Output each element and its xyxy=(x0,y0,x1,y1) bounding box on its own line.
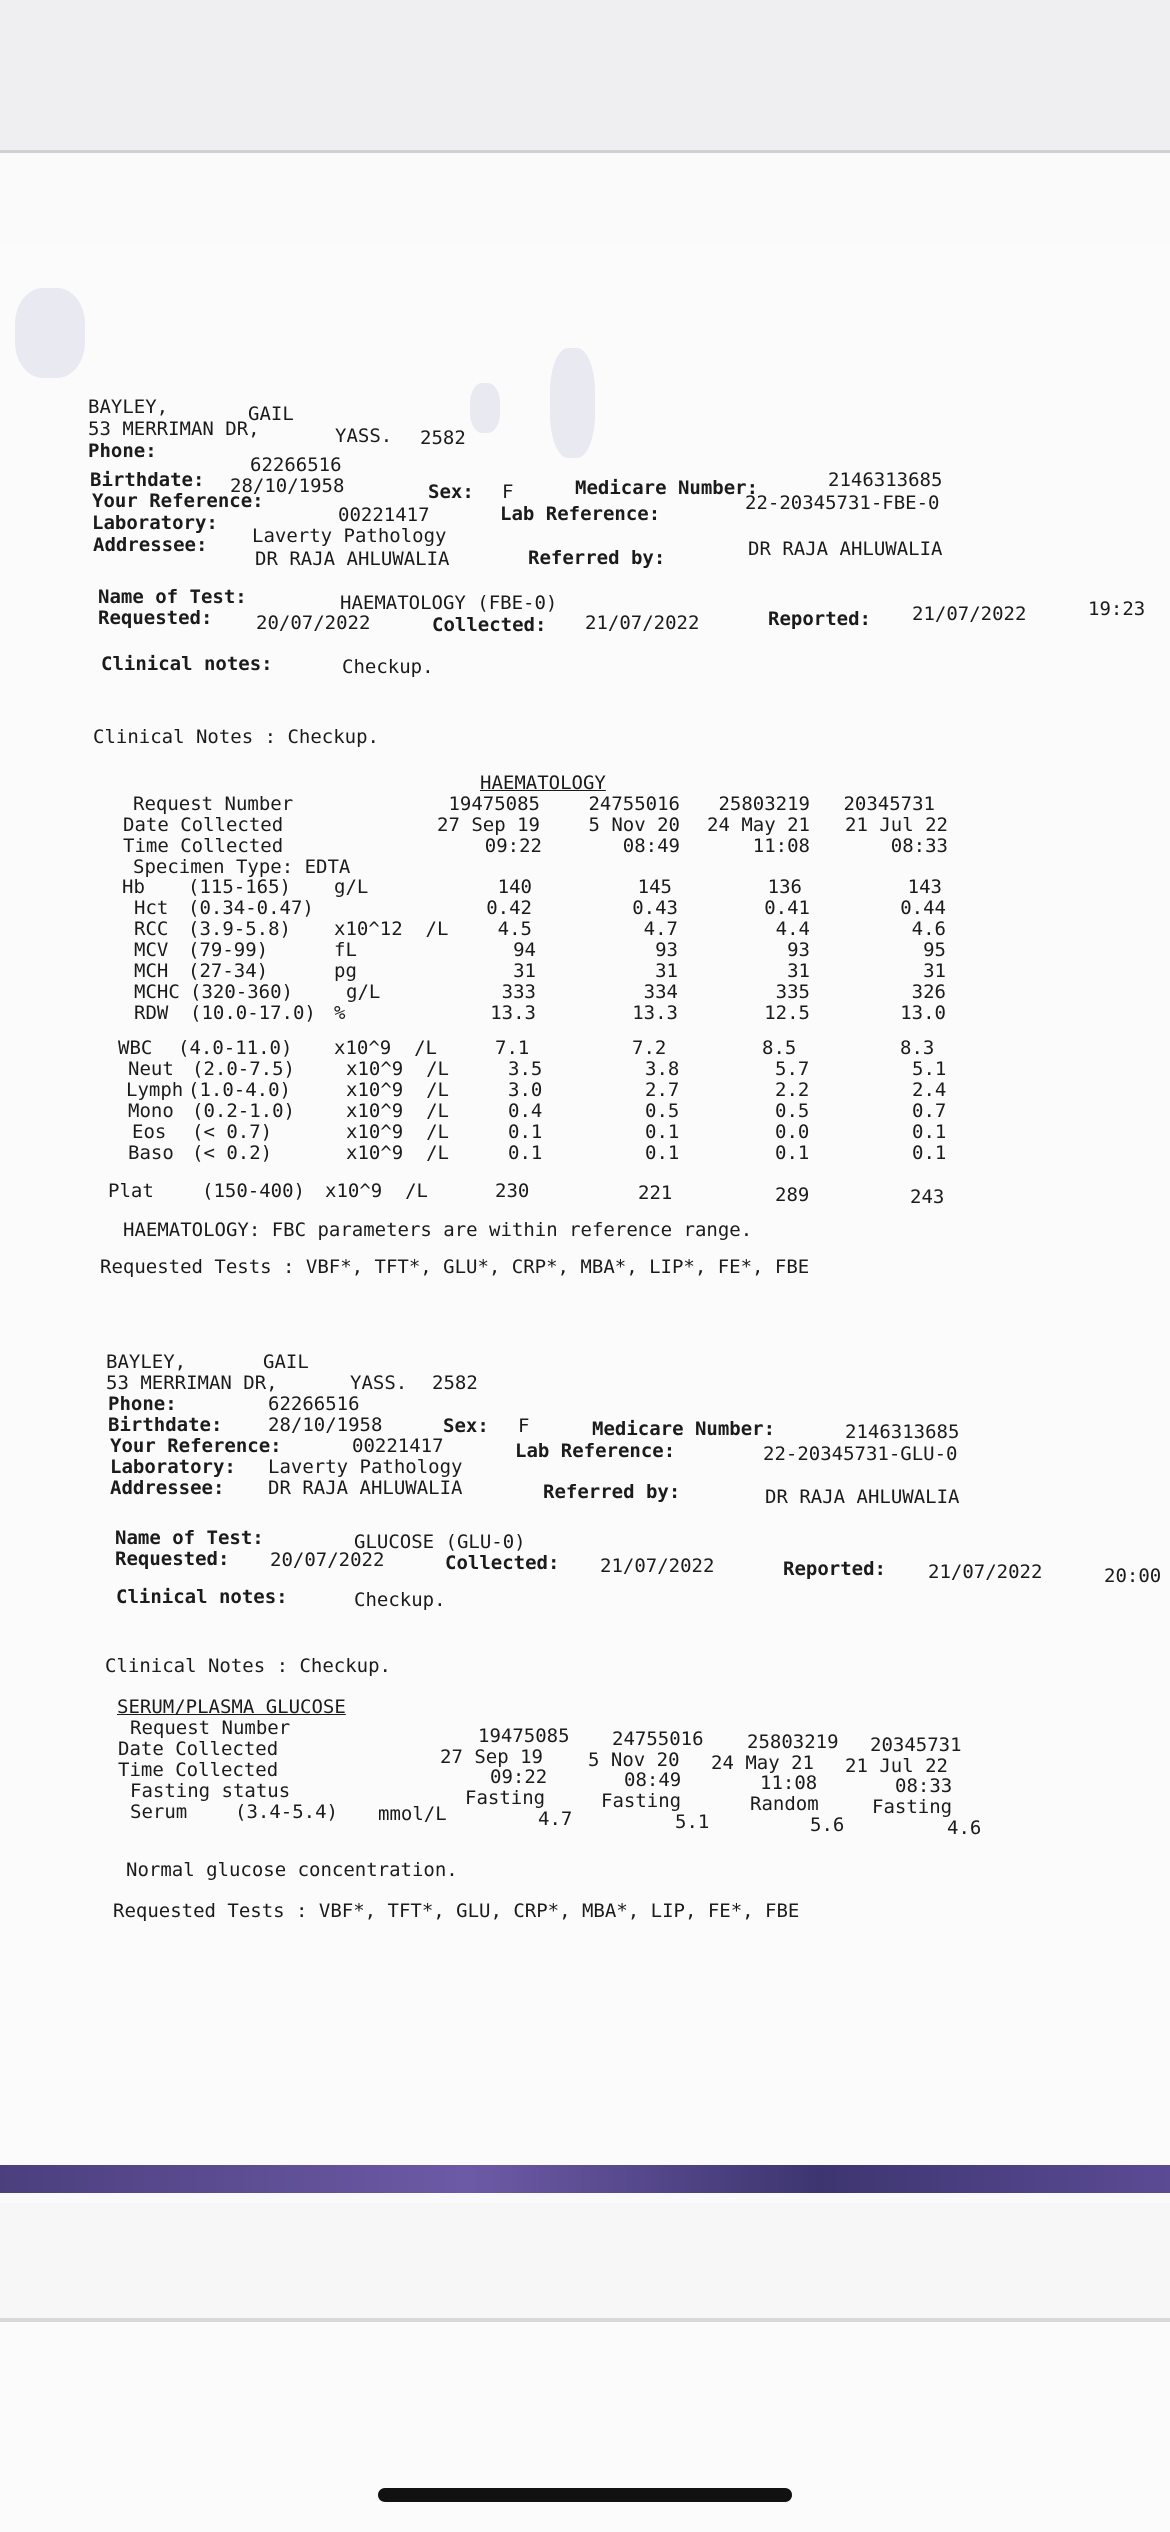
time-collected: 08:33 xyxy=(895,1775,953,1797)
analyte-unit: g/L xyxy=(346,981,381,1003)
clinical-notes-label: Clinical notes: xyxy=(116,1586,288,1608)
analyte-value: 4.6 xyxy=(911,918,946,940)
serum-value: 4.6 xyxy=(947,1817,982,1839)
lab-reference-value: 22-20345731-FBE-0 xyxy=(745,492,940,514)
analyte-value: 334 xyxy=(643,981,678,1003)
analyte-value: 13.3 xyxy=(490,1002,536,1024)
row-label-date-collected: Date Collected xyxy=(123,814,284,836)
analyte-value: 0.1 xyxy=(912,1142,947,1164)
analyte-value: 0.43 xyxy=(632,897,678,919)
referred-by-value: DR RAJA AHLUWALIA xyxy=(748,538,943,560)
analyte-value: 8.3 xyxy=(900,1037,935,1059)
analyte-range: (0.2-1.0) xyxy=(192,1100,295,1122)
reported-label: Reported: xyxy=(768,608,871,630)
phone-label: Phone: xyxy=(88,440,157,462)
analyte-name: RCC xyxy=(134,918,169,940)
analyte-value: 3.8 xyxy=(645,1058,680,1080)
analyte-unit: x10^9 /L xyxy=(346,1100,449,1122)
analyte-value: 0.41 xyxy=(764,897,810,919)
request-number: 25803219 xyxy=(718,793,810,815)
analyte-unit: x10^9 /L xyxy=(346,1142,449,1164)
address-town: YASS. xyxy=(350,1372,408,1394)
analyte-unit: g/L xyxy=(334,876,369,898)
analyte-name: RDW xyxy=(134,1002,169,1024)
analyte-range: (0.34-0.47) xyxy=(188,897,314,919)
analyte-value: 94 xyxy=(513,939,536,961)
clinical-notes-value: Checkup. xyxy=(354,1589,446,1611)
date-collected: 27 Sep 19 xyxy=(440,1746,543,1768)
analyte-value: 31 xyxy=(923,960,946,982)
analyte-value: 3.0 xyxy=(508,1079,543,1101)
birthdate-label: Birthdate: xyxy=(108,1414,223,1436)
row-label-fasting-status: Fasting status xyxy=(130,1780,291,1802)
laboratory-label: Laboratory: xyxy=(92,512,218,534)
paper-smudge xyxy=(15,288,85,378)
lab-reference-label: Lab Reference: xyxy=(500,503,661,525)
address-postcode: 2582 xyxy=(432,1372,478,1394)
referred-by-value: DR RAJA AHLUWALIA xyxy=(765,1486,960,1508)
sex-value: F xyxy=(502,481,514,503)
analyte-value: 3.5 xyxy=(508,1058,543,1080)
analyte-value: 0.1 xyxy=(645,1142,680,1164)
analyte-value: 143 xyxy=(907,876,942,898)
analyte-unit: x10^9 /L xyxy=(346,1058,449,1080)
requested-label: Requested: xyxy=(115,1548,230,1570)
date-collected: 24 May 21 xyxy=(707,814,810,836)
analyte-value: 93 xyxy=(787,939,810,961)
row-label-time-collected: Time Collected xyxy=(123,835,284,857)
reported-label: Reported: xyxy=(783,1558,886,1580)
serum-range: (3.4-5.4) xyxy=(235,1801,338,1823)
sex-label: Sex: xyxy=(443,1415,489,1437)
analyte-name: Lymph xyxy=(126,1079,184,1101)
test-name-value: GLUCOSE (GLU-0) xyxy=(354,1531,526,1553)
serum-name: Serum xyxy=(130,1801,188,1823)
paper-smudge xyxy=(470,383,500,433)
analyte-value: 333 xyxy=(501,981,536,1003)
analyte-name: Hct xyxy=(134,897,169,919)
analyte-name: Hb xyxy=(122,876,145,898)
request-number: 19475085 xyxy=(448,793,540,815)
analyte-value: 0.42 xyxy=(486,897,532,919)
time-collected: 08:49 xyxy=(622,835,680,857)
analyte-value: 0.7 xyxy=(912,1100,947,1122)
analyte-value: 145 xyxy=(637,876,672,898)
birthdate-value: 28/10/1958 xyxy=(230,475,345,497)
time-collected: 11:08 xyxy=(760,1772,818,1794)
addressee-label: Addressee: xyxy=(110,1477,225,1499)
sex-value: F xyxy=(518,1415,530,1437)
birthdate-label: Birthdate: xyxy=(90,469,205,491)
test-name-label: Name of Test: xyxy=(115,1527,264,1549)
section-title: HAEMATOLOGY xyxy=(480,772,606,794)
analyte-unit: x10^12 /L xyxy=(334,918,449,940)
analyte-unit: % xyxy=(334,1002,346,1024)
analyte-value: 0.5 xyxy=(775,1100,810,1122)
fasting-status: Fasting xyxy=(872,1796,953,1818)
analyte-value: 230 xyxy=(495,1180,530,1202)
analyte-value: 93 xyxy=(655,939,678,961)
glucose-comment: Normal glucose concentration. xyxy=(126,1859,458,1881)
request-number: 25803219 xyxy=(747,1731,839,1753)
your-reference-label: Your Reference: xyxy=(110,1435,282,1457)
analyte-value: 221 xyxy=(638,1182,673,1204)
analyte-unit: pg xyxy=(334,960,357,982)
medicare-value: 2146313685 xyxy=(845,1421,960,1443)
serum-value: 5.1 xyxy=(675,1811,710,1833)
request-number: 20345731 xyxy=(870,1734,962,1756)
requested-tests: Requested Tests : VBF*, TFT*, GLU, CRP*, MBA*, LIP, FE*, FBE xyxy=(113,1900,800,1922)
analyte-range: (79-99) xyxy=(188,939,269,961)
analyte-value: 0.1 xyxy=(508,1121,543,1143)
time-collected: 11:08 xyxy=(752,835,810,857)
address-town: YASS. xyxy=(335,425,393,447)
analyte-value: 7.1 xyxy=(495,1037,530,1059)
analyte-name: MCHC xyxy=(134,981,180,1003)
analyte-value: 2.7 xyxy=(645,1079,680,1101)
analyte-name: Neut xyxy=(128,1058,174,1080)
specimen-type: Specimen Type: EDTA xyxy=(133,856,351,878)
analyte-value: 0.1 xyxy=(912,1121,947,1143)
paper-smudge xyxy=(550,348,595,458)
analyte-value: 95 xyxy=(923,939,946,961)
analyte-range: (< 0.2) xyxy=(192,1142,273,1164)
addressee-value: DR RAJA AHLUWALIA xyxy=(255,548,450,570)
haematology-comment: HAEMATOLOGY: FBC parameters are within reference range. xyxy=(123,1219,753,1241)
your-reference-label: Your Reference: xyxy=(92,490,264,512)
referred-by-label: Referred by: xyxy=(528,547,666,569)
requested-tests: Requested Tests : VBF*, TFT*, GLU*, CRP*, MBA*, LIP*, FE*, FBE xyxy=(100,1256,810,1278)
analyte-value: 136 xyxy=(767,876,802,898)
analyte-name: MCV xyxy=(134,939,169,961)
analyte-name: Baso xyxy=(128,1142,174,1164)
analyte-range: (10.0-17.0) xyxy=(190,1002,316,1024)
request-number: 20345731 xyxy=(843,793,935,815)
collected-label: Collected: xyxy=(432,614,547,636)
analyte-value: 13.3 xyxy=(632,1002,678,1024)
address-street: 53 MERRIMAN DR, xyxy=(106,1372,278,1394)
requested-label: Requested: xyxy=(98,607,213,629)
row-label-time-collected: Time Collected xyxy=(118,1759,279,1781)
analyte-value: 31 xyxy=(513,960,536,982)
reported-value: 21/07/2022 xyxy=(912,603,1027,625)
serum-value: 5.6 xyxy=(810,1814,845,1836)
analyte-unit: x10^9 /L xyxy=(346,1079,449,1101)
analyte-range: (< 0.7) xyxy=(192,1121,273,1143)
your-reference-value: 00221417 xyxy=(352,1435,444,1457)
section-title: SERUM/PLASMA GLUCOSE xyxy=(117,1696,346,1718)
page-separator xyxy=(0,2203,1170,2322)
analyte-range: (4.0-11.0) xyxy=(178,1037,293,1059)
analyte-name: Plat xyxy=(108,1180,154,1202)
medicare-value: 2146313685 xyxy=(828,469,943,491)
requested-value: 20/07/2022 xyxy=(256,612,371,634)
analyte-value: 335 xyxy=(775,981,810,1003)
medicare-label: Medicare Number: xyxy=(592,1418,776,1440)
analyte-value: 7.2 xyxy=(632,1037,667,1059)
clinical-notes-label: Clinical notes: xyxy=(101,653,273,675)
collected-value: 21/07/2022 xyxy=(585,612,700,634)
analyte-range: (115-165) xyxy=(188,876,291,898)
paper-sheet xyxy=(0,243,1170,2193)
lab-reference-value: 22-20345731-GLU-0 xyxy=(763,1443,958,1465)
analyte-value: 0.1 xyxy=(645,1121,680,1143)
referred-by-label: Referred by: xyxy=(543,1481,681,1503)
fasting-status: Fasting xyxy=(465,1787,546,1809)
test-name-value: HAEMATOLOGY (FBE-0) xyxy=(340,592,558,614)
reported-value: 21/07/2022 xyxy=(928,1561,1043,1583)
lab-reference-label: Lab Reference: xyxy=(515,1440,676,1462)
laboratory-label: Laboratory: xyxy=(110,1456,236,1478)
time-collected: 08:33 xyxy=(890,835,948,857)
request-number: 24755016 xyxy=(612,1728,704,1750)
viewer-top-bar xyxy=(0,0,1170,153)
analyte-range: (320-360) xyxy=(190,981,293,1003)
test-name-label: Name of Test: xyxy=(98,586,247,608)
analyte-value: 0.44 xyxy=(900,897,946,919)
analyte-value: 2.2 xyxy=(775,1079,810,1101)
clinical-notes-line: Clinical Notes : Checkup. xyxy=(105,1655,391,1677)
analyte-unit: x10^9 /L xyxy=(325,1180,428,1202)
analyte-value: 0.4 xyxy=(508,1100,543,1122)
analyte-value: 0.5 xyxy=(645,1100,680,1122)
patient-surname: BAYLEY, xyxy=(88,396,169,418)
address-postcode: 2582 xyxy=(420,427,466,449)
analyte-name: MCH xyxy=(134,960,169,982)
analyte-range: (27-34) xyxy=(188,960,269,982)
date-collected: 21 Jul 22 xyxy=(845,814,948,836)
time-collected: 09:22 xyxy=(490,1766,548,1788)
analyte-name: Eos xyxy=(132,1121,167,1143)
analyte-unit: x10^9 /L xyxy=(334,1037,437,1059)
collected-value: 21/07/2022 xyxy=(600,1555,715,1577)
analyte-range: (150-400) xyxy=(202,1180,305,1202)
analyte-value: 13.0 xyxy=(900,1002,946,1024)
laboratory-value: Laverty Pathology xyxy=(268,1456,463,1478)
analyte-name: WBC xyxy=(118,1037,153,1059)
analyte-value: 2.4 xyxy=(912,1079,947,1101)
fasting-status: Random xyxy=(750,1793,819,1815)
date-collected: 24 May 21 xyxy=(711,1752,814,1774)
clinical-notes-line: Clinical Notes : Checkup. xyxy=(93,726,379,748)
birthdate-value: 28/10/1958 xyxy=(268,1414,383,1436)
analyte-value: 243 xyxy=(910,1186,945,1208)
date-collected: 5 Nov 20 xyxy=(588,1749,680,1771)
analyte-range: (3.9-5.8) xyxy=(188,918,291,940)
phone-value: 62266516 xyxy=(268,1393,360,1415)
analyte-value: 8.5 xyxy=(762,1037,797,1059)
reported-time: 19:23 xyxy=(1088,598,1146,620)
time-collected: 08:49 xyxy=(624,1769,682,1791)
analyte-value: 12.5 xyxy=(764,1002,810,1024)
patient-given-name: GAIL xyxy=(248,403,294,425)
analyte-value: 326 xyxy=(911,981,946,1003)
analyte-value: 289 xyxy=(775,1184,810,1206)
analyte-unit: fL xyxy=(334,939,357,961)
date-collected: 5 Nov 20 xyxy=(588,814,680,836)
time-collected: 09:22 xyxy=(484,835,542,857)
request-number: 19475085 xyxy=(478,1725,570,1747)
home-indicator[interactable] xyxy=(378,2488,792,2502)
clinical-notes-value: Checkup. xyxy=(342,656,434,678)
requested-value: 20/07/2022 xyxy=(270,1549,385,1571)
paper-bottom-edge xyxy=(0,2165,1170,2193)
analyte-value: 31 xyxy=(655,960,678,982)
analyte-value: 4.5 xyxy=(497,918,532,940)
document-photo xyxy=(0,153,1170,2203)
row-label-date-collected: Date Collected xyxy=(118,1738,279,1760)
date-collected: 27 Sep 19 xyxy=(437,814,540,836)
collected-label: Collected: xyxy=(445,1552,560,1574)
address-street: 53 MERRIMAN DR, xyxy=(88,418,260,440)
row-label-request-number: Request Number xyxy=(130,1717,291,1739)
patient-surname: BAYLEY, xyxy=(106,1351,187,1373)
analyte-name: Mono xyxy=(128,1100,174,1122)
row-label-request-number: Request Number xyxy=(133,793,294,815)
analyte-range: (2.0-7.5) xyxy=(192,1058,295,1080)
patient-given-name: GAIL xyxy=(263,1351,309,1373)
serum-unit: mmol/L xyxy=(378,1803,447,1825)
analyte-unit: x10^9 /L xyxy=(346,1121,449,1143)
your-reference-value: 00221417 xyxy=(338,504,430,526)
addressee-label: Addressee: xyxy=(93,534,208,556)
date-collected: 21 Jul 22 xyxy=(845,1755,948,1777)
medicare-label: Medicare Number: xyxy=(575,477,759,499)
analyte-value: 4.4 xyxy=(775,918,810,940)
analyte-value: 0.0 xyxy=(775,1121,810,1143)
analyte-value: 31 xyxy=(787,960,810,982)
analyte-value: 4.7 xyxy=(643,918,678,940)
analyte-range: (1.0-4.0) xyxy=(188,1079,291,1101)
phone-label: Phone: xyxy=(108,1393,177,1415)
analyte-value: 0.1 xyxy=(508,1142,543,1164)
addressee-value: DR RAJA AHLUWALIA xyxy=(268,1477,463,1499)
reported-time: 20:00 xyxy=(1104,1565,1162,1587)
analyte-value: 0.1 xyxy=(775,1142,810,1164)
fasting-status: Fasting xyxy=(601,1790,682,1812)
analyte-value: 140 xyxy=(497,876,532,898)
analyte-value: 5.1 xyxy=(912,1058,947,1080)
phone-value: 62266516 xyxy=(250,454,342,476)
sex-label: Sex: xyxy=(428,481,474,503)
request-number: 24755016 xyxy=(588,793,680,815)
analyte-value: 5.7 xyxy=(775,1058,810,1080)
serum-value: 4.7 xyxy=(538,1808,573,1830)
laboratory-value: Laverty Pathology xyxy=(252,525,447,547)
